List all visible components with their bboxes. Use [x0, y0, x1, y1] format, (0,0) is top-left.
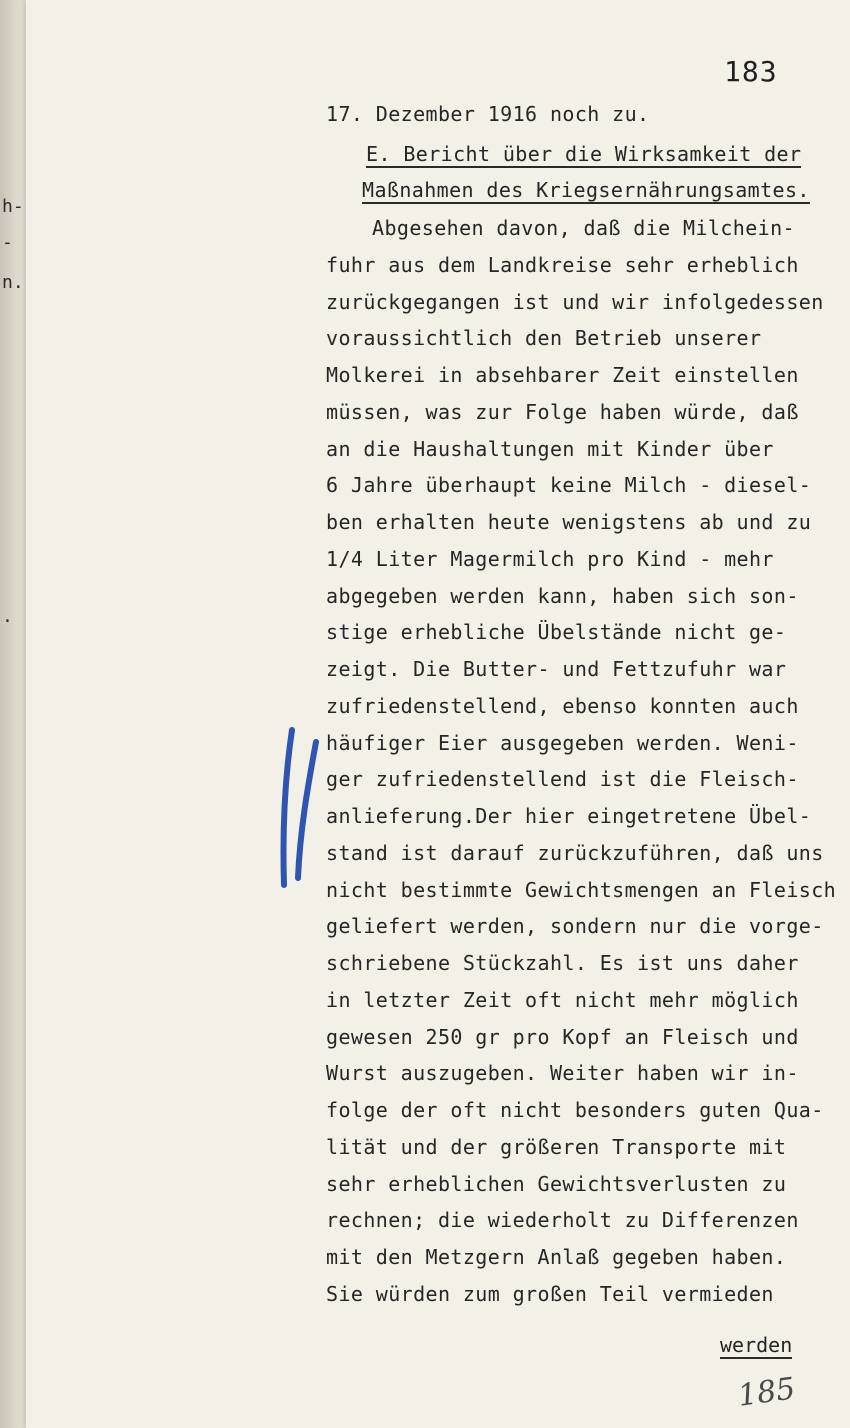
body-line: rechnen; die wiederholt zu Differenzen: [326, 1208, 799, 1233]
body-line: müssen, was zur Folge haben würde, daß: [326, 399, 799, 424]
binding-edge: [0, 0, 27, 1428]
body-line: geliefert werden, sondern nur die vorge-: [326, 914, 824, 939]
edge-fragment-1: h-: [2, 196, 24, 217]
body-line: stand ist darauf zurückzuführen, daß uns: [326, 840, 824, 865]
body-line: zeigt. Die Butter- und Fettzufuhr war: [326, 657, 787, 681]
body-line: lität und der größeren Transporte mit: [326, 1134, 787, 1159]
edge-fragment-4: .: [2, 606, 13, 627]
body-line: zurückgegangen ist und wir infolgedessen: [326, 289, 824, 314]
body-line: häufiger Eier ausgegeben werden. Weni-: [326, 730, 799, 755]
body-line: an die Haushaltungen mit Kinder über: [326, 436, 774, 461]
body-line: ger zufriedenstellend ist die Fleisch-: [326, 767, 799, 792]
handwritten-folio-number: 185: [735, 1371, 798, 1414]
blue-pencil-margin-mark: [270, 720, 330, 900]
body-line: schriebene Stückzahl. Es ist uns daher: [326, 951, 799, 975]
body-line: mit den Metzgern Anlaß gegeben haben.: [326, 1245, 787, 1269]
edge-fragment-2: -: [2, 232, 13, 253]
section-heading-line-1: E. Bericht über die Wirksamkeit der: [366, 142, 802, 166]
body-line: Molkerei in absehbarer Zeit einstellen: [326, 363, 799, 387]
date-line: 17. Dezember 1916 noch zu.: [326, 102, 650, 126]
catchword: werden: [720, 1333, 793, 1357]
edge-fragment-3: n.: [2, 272, 24, 293]
body-line: gewesen 250 gr pro Kopf an Fleisch und: [326, 1024, 799, 1049]
body-line: in letzter Zeit oft nicht mehr möglich: [326, 987, 799, 1012]
body-line: fuhr aus dem Landkreise sehr erheblich: [326, 252, 799, 277]
body-line: 6 Jahre überhaupt keine Milch - diesel-: [326, 473, 812, 498]
body-line: Sie würden zum großen Teil vermieden: [326, 1281, 774, 1306]
body-line: stige erhebliche Übelstände nicht ge-: [326, 620, 787, 645]
body-line: ben erhalten heute wenigstens ab und zu: [326, 510, 812, 534]
body-line: Abgesehen davon, daß die Milchein-: [372, 216, 795, 240]
body-line: zufriedenstellend, ebenso konnten auch: [326, 693, 799, 718]
body-line: abgegeben werden kann, haben sich son-: [326, 583, 799, 608]
body-line: anlieferung.Der hier eingetretene Übel-: [326, 804, 812, 828]
section-heading-line-2: Maßnahmen des Kriegsernährungsamtes.: [362, 178, 810, 202]
body-line: folge der oft nicht besonders guten Qua-: [326, 1098, 824, 1122]
page-number: 183: [724, 55, 778, 88]
body-line: sehr erheblichen Gewichtsverlusten zu: [326, 1171, 787, 1196]
body-line: Wurst auszugeben. Weiter haben wir in-: [326, 1061, 799, 1086]
body-line: nicht bestimmte Gewichtsmengen an Fleisch: [326, 877, 837, 902]
body-line: voraussichtlich den Betrieb unserer: [326, 326, 762, 351]
body-line: 1/4 Liter Magermilch pro Kind - mehr: [326, 546, 774, 571]
